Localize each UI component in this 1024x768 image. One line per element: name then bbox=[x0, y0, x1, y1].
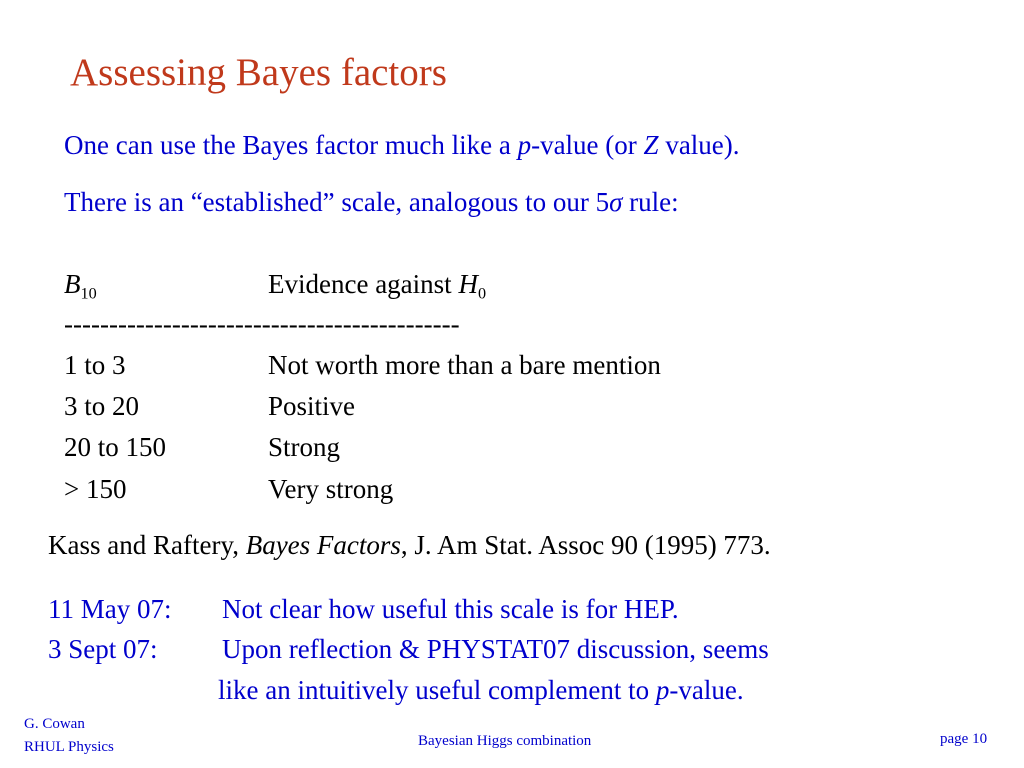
table-row-range: 1 to 3 bbox=[64, 350, 126, 380]
intro-line-2-text-a: There is an “established” scale, analogous to our 5 bbox=[64, 187, 610, 217]
intro-line-1-p: p bbox=[517, 130, 532, 160]
footer-page-number: page 10 bbox=[940, 731, 988, 747]
table-row-range: 3 to 20 bbox=[64, 391, 140, 421]
intro-line-1-text-c: value). bbox=[658, 130, 740, 160]
h-subscript: 0 bbox=[477, 284, 487, 303]
reference-authors: Kass and Raftery, bbox=[48, 530, 246, 560]
note-continuation-text-a: like an intuitively useful complement to bbox=[218, 675, 656, 705]
intro-line-1 bbox=[64, 130, 740, 161]
table-row-range: 20 to 150 bbox=[64, 432, 167, 462]
intro-line-1-z: Z bbox=[643, 130, 659, 160]
table-row-evidence: Positive bbox=[268, 391, 356, 421]
footer-author-line-1: G. Cowan bbox=[24, 716, 85, 732]
intro-line-2 bbox=[64, 187, 679, 218]
table-row-evidence: Not worth more than a bare mention bbox=[268, 350, 661, 380]
footer-center-title: Bayesian Higgs combination bbox=[418, 733, 592, 749]
reference-rest: , J. Am Stat. Assoc 90 (1995) 773. bbox=[400, 530, 771, 560]
table-row-evidence: Strong bbox=[268, 432, 341, 462]
note-continuation-p: p bbox=[655, 675, 670, 705]
intro-line-1-text-b: -value (or bbox=[531, 130, 644, 160]
b-subscript: 10 bbox=[80, 284, 97, 303]
note-continuation-text-b: -value. bbox=[669, 675, 744, 705]
table-row-range: > 150 bbox=[64, 474, 127, 504]
reference bbox=[48, 530, 771, 561]
note-date: 11 May 07: bbox=[48, 594, 172, 624]
slide-title: Assessing Bayes factors bbox=[70, 51, 447, 94]
b-symbol: B bbox=[64, 269, 81, 299]
intro-line-2-sigma: σ bbox=[609, 187, 623, 217]
note-date: 3 Sept 07: bbox=[48, 634, 158, 664]
evidence-header-text: Evidence against bbox=[268, 269, 459, 299]
note-continuation bbox=[218, 675, 744, 706]
intro-line-2-text-b: rule: bbox=[622, 187, 679, 217]
table-header-b10 bbox=[64, 269, 97, 304]
table-row-evidence: Very strong bbox=[268, 474, 394, 504]
intro-line-1-text-a: One can use the Bayes factor much like a bbox=[64, 130, 518, 160]
h-symbol: H bbox=[458, 269, 478, 299]
note-text: Upon reflection & PHYSTAT07 discussion, seems bbox=[222, 634, 769, 664]
footer-author-line-2: RHUL Physics bbox=[24, 739, 114, 755]
reference-work: Bayes Factors bbox=[245, 530, 401, 560]
table-header-evidence bbox=[268, 269, 486, 304]
note-text: Not clear how useful this scale is for HEP. bbox=[222, 594, 679, 624]
table-separator: -------------------------------------------- bbox=[64, 309, 460, 339]
